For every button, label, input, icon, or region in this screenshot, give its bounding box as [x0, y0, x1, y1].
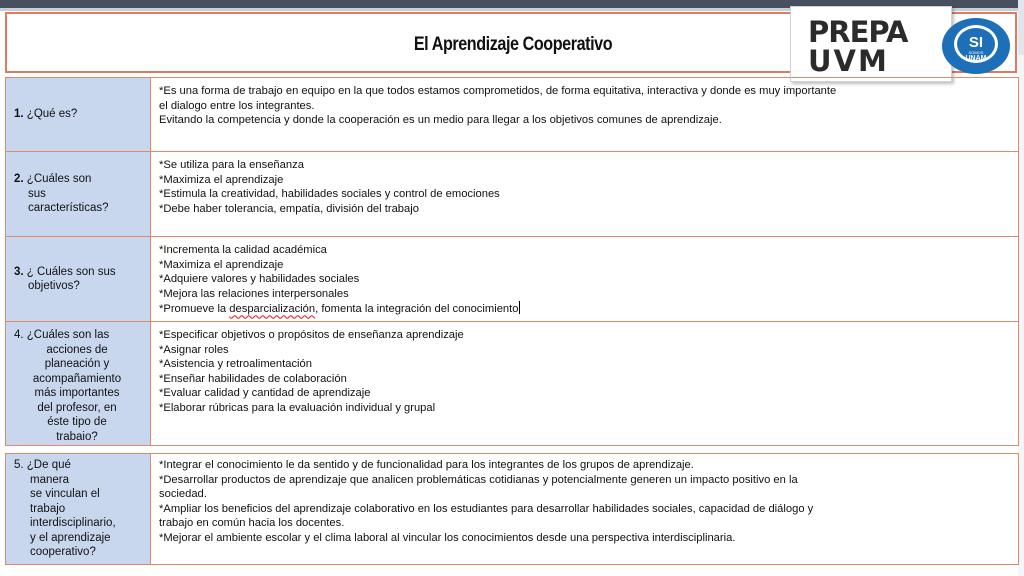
answer-line: *Especificar objetivos o propósitos de enseñanza aprendizaje	[159, 329, 464, 341]
answer-line: el dialogo entre los integrantes.	[159, 99, 315, 112]
question-text: del profesor, en	[37, 401, 117, 414]
question-text: sus	[28, 187, 46, 200]
logo-text-uvm: UVM	[808, 44, 889, 78]
answer-line: *Mejorar el ambiente escolar y el clima laboral al vincular los conocimientos desde una perspectiva interdisciplinaria.	[159, 531, 736, 544]
logo-text-prepa: PREPA	[808, 15, 908, 49]
question-text: trabaio?	[56, 430, 98, 443]
answer-line: *Ampliar los beneficios del aprendizaje colaborativo en los estudiantes para desarrollar habilidades sociales, capacidad de diálogo y	[159, 502, 814, 515]
question-number: 3.	[14, 265, 24, 278]
question-text: trabajo	[30, 502, 66, 515]
question-text: características?	[28, 202, 109, 215]
answer-cell	[151, 454, 1018, 564]
table-row	[6, 237, 1018, 322]
answer-line: *Integrar el conocimiento le da sentido y de funcionalidad para los integrantes de los grupos de aprendizaje.	[159, 459, 694, 471]
question-text: y el aprendizaje	[30, 531, 111, 544]
question-text: interdisciplinario,	[30, 517, 116, 529]
question-cell	[6, 322, 151, 445]
answer-line: sociedad.	[159, 488, 207, 501]
answer-line: *Evaluar calidad y cantidad de aprendizaje	[159, 387, 371, 400]
badge-small-top-text: SOMOS	[968, 50, 984, 55]
badge-main-text: SI	[968, 34, 984, 51]
answer-line: trabajo en común hacia los docentes.	[159, 517, 345, 530]
answer-cell	[151, 322, 1018, 445]
question-text: acciones de	[46, 343, 108, 356]
question-text: planeación y	[44, 358, 110, 370]
answer-cell	[151, 237, 1018, 321]
question-text: éste tipo de	[47, 416, 107, 428]
answer-line	[159, 301, 1010, 317]
answer-line-suffix: , fomenta la integración del conocimiento	[315, 303, 519, 316]
answer-line: *Desarrollar productos de aprendizaje que analicen problemáticas cotidianas y potencialmente generen un impacto positivo en la	[159, 473, 798, 486]
answer-line: *Maximiza el aprendizaje	[159, 258, 284, 271]
answer-line: *Debe haber tolerancia, empatía, división del trabajo	[159, 202, 419, 215]
table-row	[6, 78, 1018, 152]
question-text: ¿Qué es?	[26, 108, 78, 121]
badge-small-bottom-text: UNAM	[965, 55, 987, 62]
question-text: ¿ Cuáles son sus	[26, 265, 116, 278]
question-cell	[6, 237, 151, 321]
spellcheck-underlined-word: desparcialización	[229, 303, 316, 316]
question-cell	[6, 78, 151, 151]
question-number: 2.	[14, 173, 24, 186]
question-text: acompañamiento	[32, 372, 122, 385]
question-cell	[6, 152, 151, 236]
question-text: más importantes	[34, 387, 120, 399]
answer-cell	[151, 152, 1018, 236]
question-number: 1.	[14, 108, 24, 121]
answer-line: *Incrementa la calidad académica	[159, 244, 327, 256]
answer-line: *Enseñar habilidades de colaboración	[159, 372, 347, 385]
page-title: El Aprendizaje Cooperativo	[413, 33, 613, 55]
answer-cell	[151, 78, 1018, 151]
text-cursor	[519, 301, 520, 314]
question-text: se vinculan el	[30, 488, 100, 500]
answer-line-prefix: *Promueve la	[159, 303, 230, 316]
answer-line: *Maximiza el aprendizaje	[159, 173, 284, 186]
question-cell	[6, 454, 151, 564]
answer-line: *Estimula la creatividad, habilidades sociales y control de emociones	[159, 188, 500, 201]
answer-line: *Elaborar rúbricas para la evaluación individual y grupal	[159, 401, 436, 414]
answer-line: *Adquiere valores y habilidades sociales	[159, 273, 360, 286]
answer-line: *Asistencia y retroalimentación	[159, 358, 312, 371]
answer-line: *Es una forma de trabajo en equipo en la que todos estamos comprometidos, de forma equitativa, interactiva y donde es muy importante	[159, 85, 837, 97]
si-somos-unam-badge-icon	[938, 14, 1012, 78]
answer-line: *Asignar roles	[159, 343, 229, 356]
question-text: 5. ¿De qué	[14, 459, 71, 471]
question-text: cooperativo?	[30, 546, 96, 558]
answer-line: Evitando la competencia y donde la cooperación es un medio para llegar a los objetivos comunes de aprendizaje.	[159, 114, 722, 127]
answer-line: *Mejora las relaciones interpersonales	[159, 287, 349, 300]
prepa-uvm-logo	[790, 6, 952, 82]
content-table-second	[5, 453, 1019, 565]
right-scroll-edge-top	[1018, 0, 1024, 55]
question-text: ¿Cuáles son	[26, 173, 92, 186]
question-text: 4. ¿Cuáles son las	[14, 329, 110, 341]
answer-line: *Se utiliza para la enseñanza	[159, 159, 304, 171]
question-text: objetivos?	[28, 280, 80, 292]
table-row	[6, 322, 1018, 445]
content-table	[5, 77, 1019, 446]
question-text: manera	[30, 473, 69, 486]
table-row	[6, 152, 1018, 237]
